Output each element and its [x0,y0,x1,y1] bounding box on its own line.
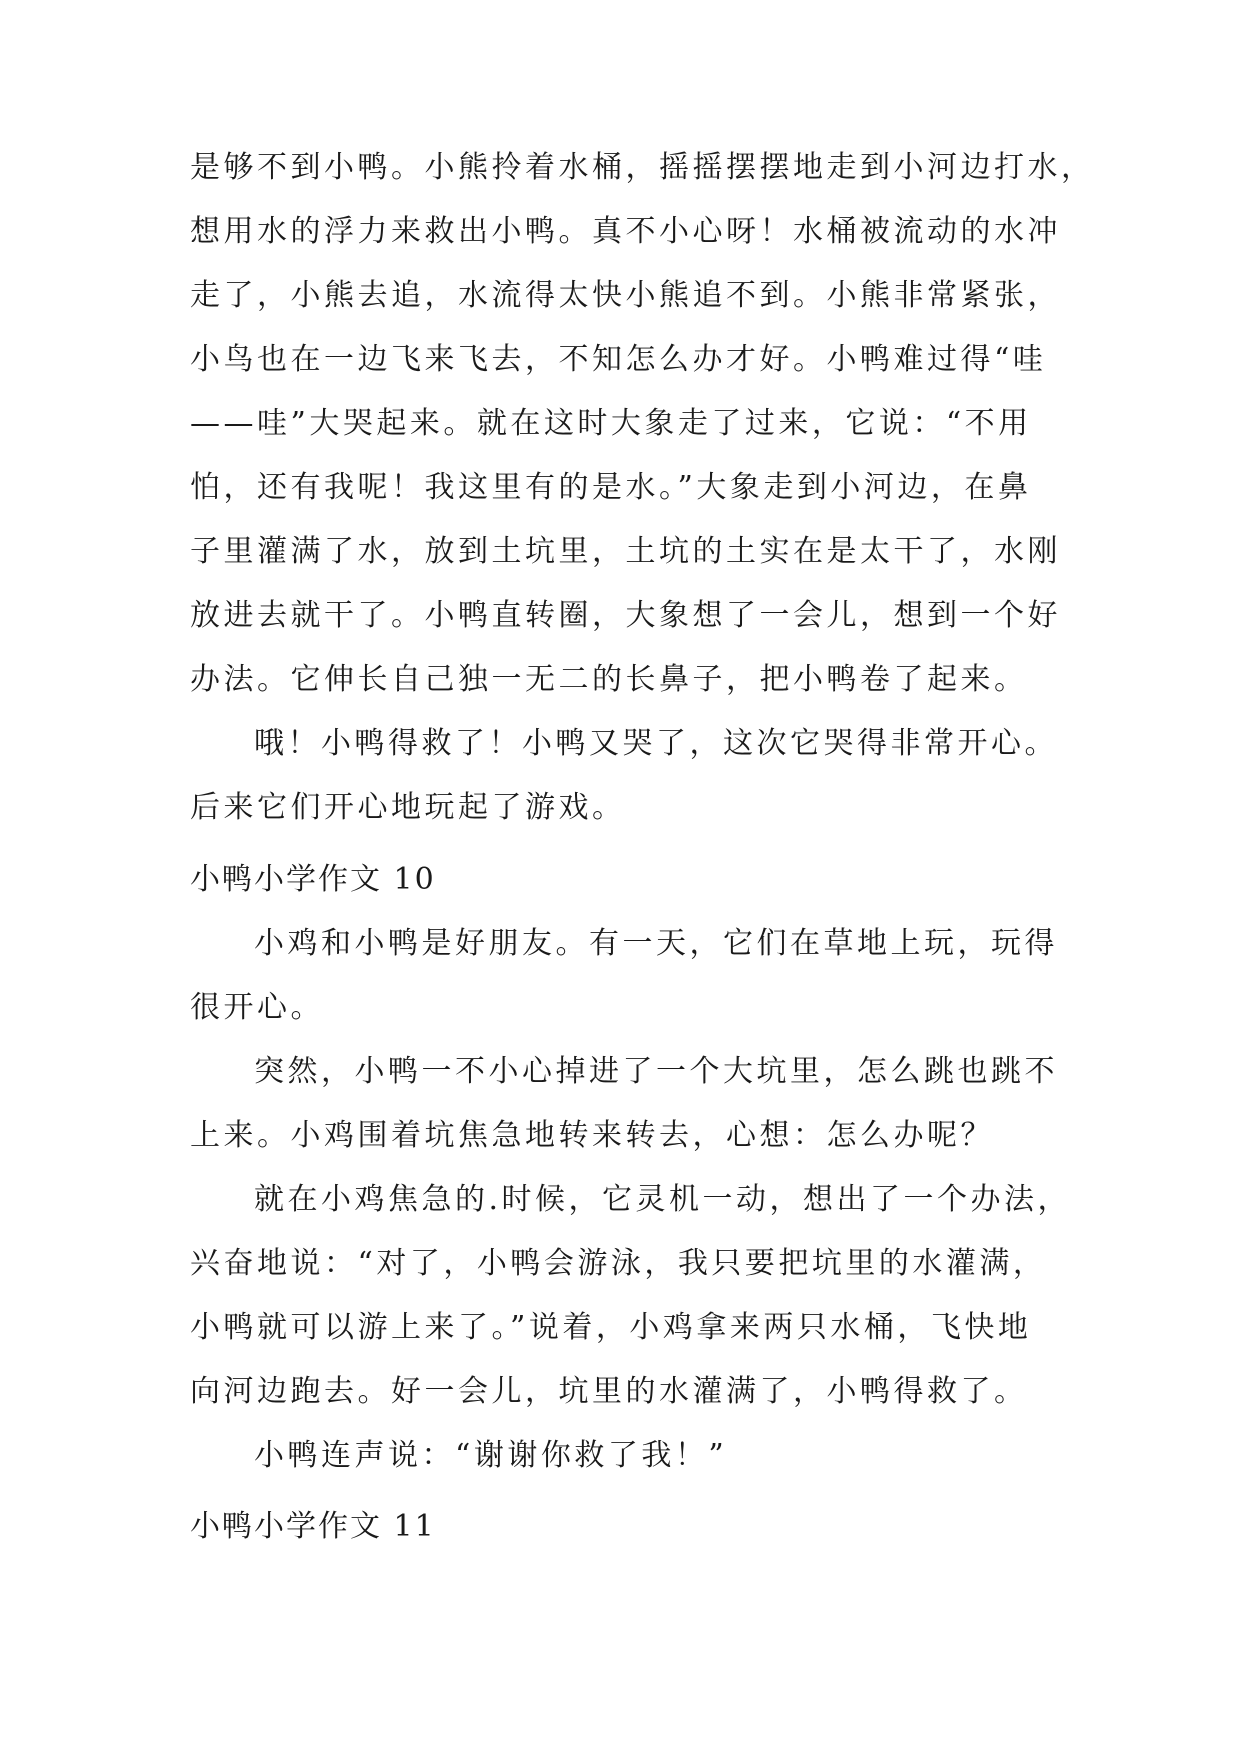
text-line: 后来它们开心地玩起了游戏。 [190,790,626,825]
text-line: 小鸭连声说：“谢谢你救了我！” [254,1438,728,1473]
essay-9-continuation [190,136,1095,840]
text-line: 上来。小鸡围着坑焦急地转来转去，心想：怎么办呢？ [190,1118,994,1153]
text-line: 突然，小鸭一不小心掉进了一个大坑里，怎么跳也跳不 [254,1054,1058,1089]
text-line: 办法。它伸长自己独一无二的长鼻子，把小鸭卷了起来。 [190,662,1028,697]
text-line: 放进去就干了。小鸭直转圈，大象想了一会儿，想到一个好 [190,598,1061,633]
text-line: 兴奋地说：“对了，小鸭会游泳，我只要把坑里的水灌满， [190,1246,1047,1281]
essay-10-body [190,912,1070,1488]
essay-11-heading: 小鸭小学作文 11 [190,1509,436,1544]
text-line: 很开心。 [190,990,324,1025]
text-line: 小鸟也在一边飞来飞去，不知怎么办才好。小鸭难过得“哇 [190,342,1047,377]
text-line: 小鸭就可以游上来了。”说着，小鸡拿来两只水桶，飞快地 [190,1310,1032,1345]
text-line: 怕，还有我呢！我这里有的是水。”大象走到小河边，在鼻 [190,470,1032,505]
text-line: 想用水的浮力来救出小鸭。真不小心呀！水桶被流动的水冲 [190,214,1061,249]
text-line: 子里灌满了水，放到土坑里，土坑的土实在是太干了，水刚 [190,534,1061,569]
text-line: 向河边跑去。好一会儿，坑里的水灌满了，小鸭得救了。 [190,1374,1028,1409]
text-line: 走了，小熊去追，水流得太快小熊追不到。小熊非常紧张， [190,278,1061,313]
text-line: 哦！小鸭得救了！小鸭又哭了，这次它哭得非常开心。 [254,726,1058,761]
text-line: ——哇”大哭起来。就在这时大象走了过来，它说：“不用 [190,406,1032,441]
text-line: 是够不到小鸭。小熊拎着水桶，摇摇摆摆地走到小河边打水， [190,150,1095,185]
text-line: 就在小鸡焦急的.时候，它灵机一动，想出了一个办法， [254,1182,1072,1217]
essay-10-heading: 小鸭小学作文 10 [190,862,436,897]
text-line: 小鸡和小鸭是好朋友。有一天，它们在草地上玩，玩得 [254,926,1058,961]
